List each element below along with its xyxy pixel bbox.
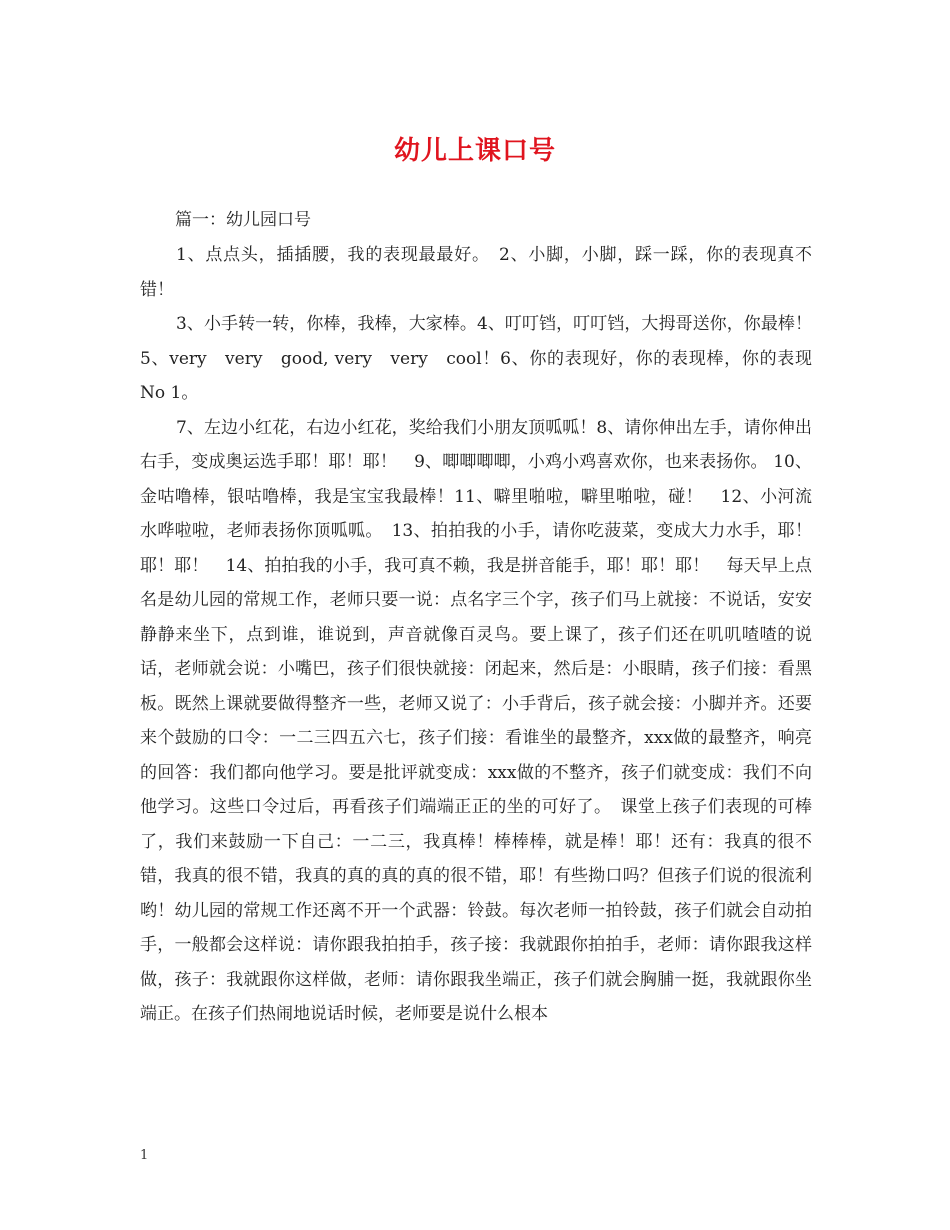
paragraph: 3、小手转一转，你棒，我棒，大家棒。4、叮叮铛，叮叮铛，大拇哥送你，你最棒！5、very very good, very very cool！6、你的表现好，你的表现棒，你的表现No 1。: [140, 314, 812, 403]
page-number: 1: [140, 1148, 149, 1163]
paragraph: 1、点点头，插插腰，我的表现最最好。 2、小脚，小脚，踩一踩，你的表现真不错！: [140, 245, 812, 300]
document-title: 幼儿上课口号: [393, 136, 556, 166]
document-body: [140, 238, 812, 1032]
paragraph: 7、左边小红花，右边小红花，奖给我们小朋友顶呱呱！8、请你伸出左手，请你伸出右手，变成奥运选手耶！耶！耶！ 9、唧唧唧唧，小鸡小鸡喜欢你，也来表扬你。 10、金咕噜棒，银咕噜棒，我是宝宝我最棒！11、噼里啪啦，噼里啪啦，碰！ 12、小河流水哗啦啦，老师表扬你顶呱呱。 13、拍拍我的小手，请你吃菠菜，变成大力水手，耶！耶！耶！ 14、拍拍我的小手，我可真不赖，我是拼音能手，耶！耶！耶！ 每天早上点名是幼儿园的常规工作，老师只要一说：点名字三个字，孩子们马上就接：不说话，安安静静来坐下，点到谁，谁说到，声音就像百灵鸟。要上课了，孩子们还在叽叽喳喳的说话，老师就会说：小嘴巴，孩子们很快就接：闭起来，然后是：小眼睛，孩子们接：看黑板。既然上课就要做得整齐一些，老师又说了：小手背后，孩子就会接：小脚并齐。还要来个鼓励的口令：一二三四五六七，孩子们接：看谁坐的最整齐，xxx做的最整齐，响亮的回答：我们都向他学习。要是批评就变成：xxx做的不整齐，孩子们就变成：我们不向他学习。这些口令过后，再看孩子们端端正正的坐的可好了。 课堂上孩子们表现的可棒了，我们来鼓励一下自己：一二三，我真棒！棒棒棒，就是棒！耶！还有：我真的很不错，我真的很不错，我真的真的真的真的很不错，耶！有些拗口吗？但孩子们说的很流利哟！幼儿园的常规工作还离不开一个武器：铃鼓。每次老师一拍铃鼓，孩子们就会自动拍手，一般都会这样说：请你跟我拍拍手，孩子接：我就跟你拍拍手，老师：请你跟我这样做，孩子：我就跟你这样做，老师：请你跟我坐端正，孩子们就会胸脯一挺，我就跟你坐端正。在孩子们热闹地说话时候，老师要是说什么根本: [140, 417, 812, 1024]
section-heading: 篇一：幼儿园口号: [175, 210, 311, 230]
